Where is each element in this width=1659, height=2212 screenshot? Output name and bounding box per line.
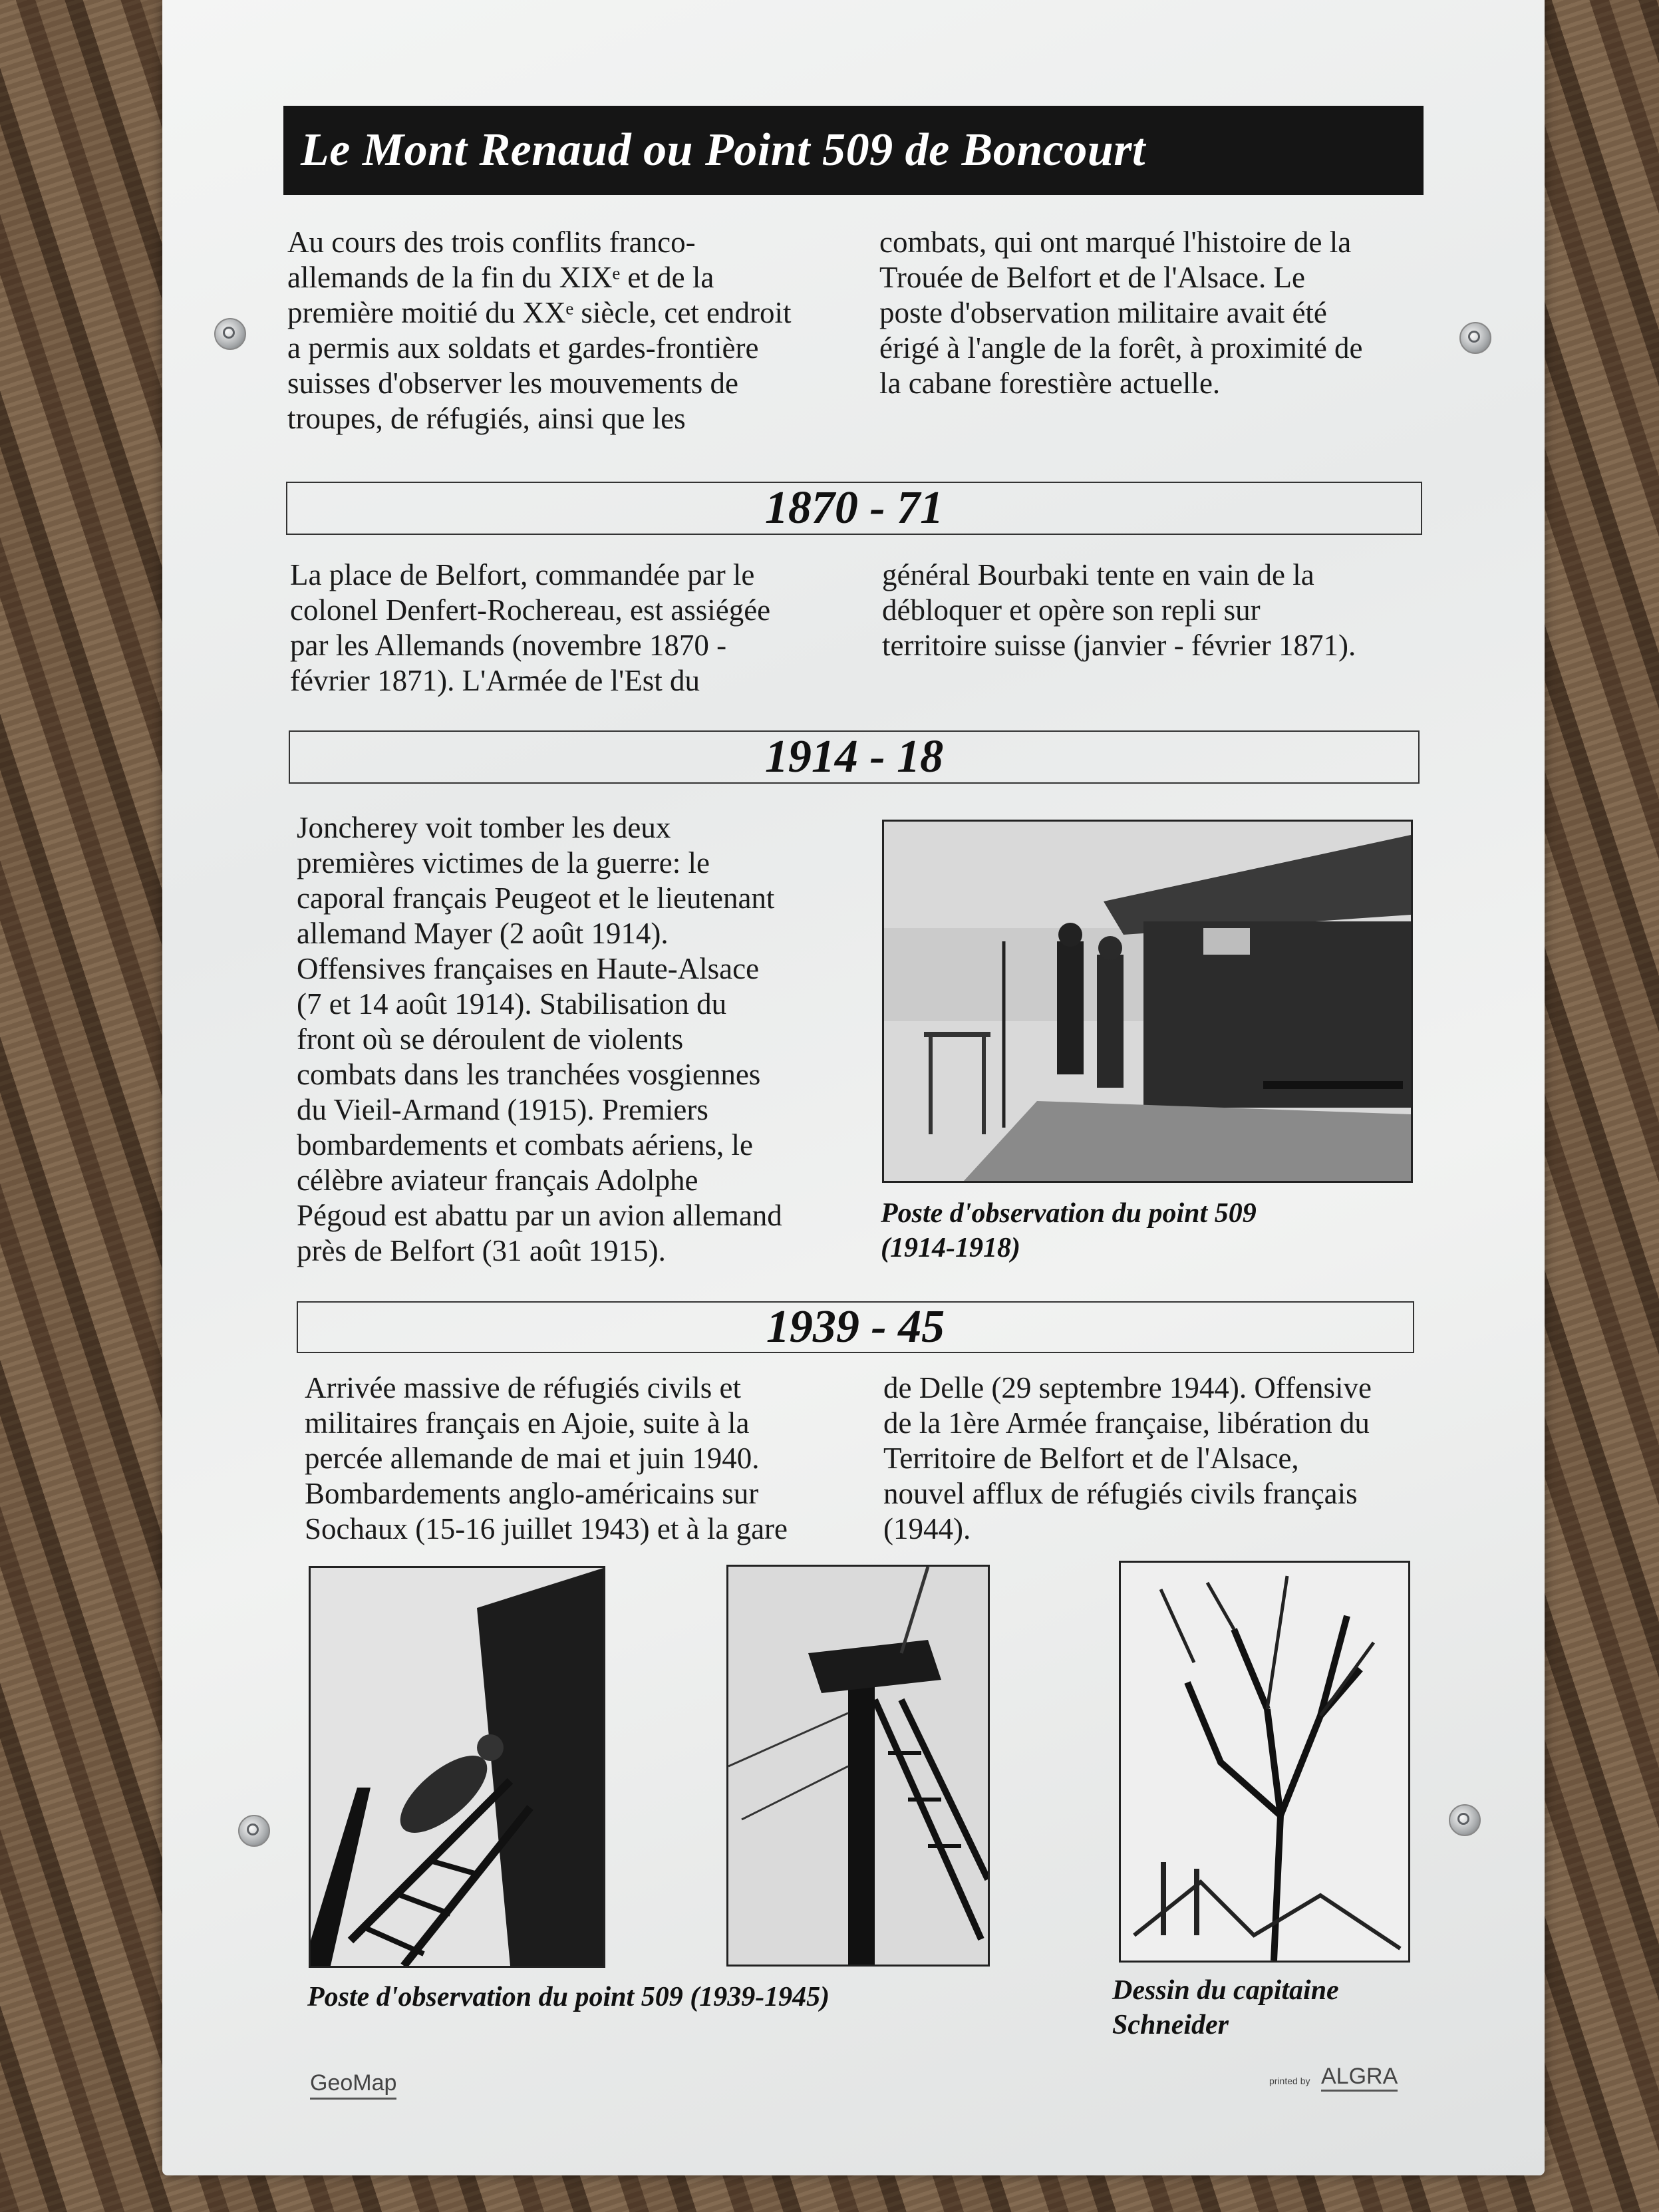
text-line: Bombardements anglo-américains sur xyxy=(305,1477,759,1510)
text-line: célèbre aviateur français Adolphe xyxy=(297,1164,698,1197)
section-heading-1939 xyxy=(297,1301,1414,1353)
caption-line: Poste d'observation du point 509 (1939-1945) xyxy=(307,1982,830,2012)
section-1870-column-1 xyxy=(290,557,849,699)
drawing-caption xyxy=(1112,1973,1418,2042)
section-heading-1914 xyxy=(289,730,1420,784)
photo-ladder-tree xyxy=(726,1565,990,1967)
text-line: débloquer et opère son repli sur xyxy=(882,593,1261,627)
text-line: Pégoud est abattu par un avion allemand xyxy=(297,1199,782,1232)
text-line: front où se déroulent de violents xyxy=(297,1023,684,1056)
intro-line: poste d'observation militaire avait été xyxy=(879,296,1327,329)
drawing-captain-schneider xyxy=(1119,1561,1410,1963)
text-line: nouvel afflux de réfugiés civils français xyxy=(883,1477,1358,1510)
printed-by-text: printed by xyxy=(1269,2076,1310,2086)
intro-line: troupes, de réfugiés, ainsi que les xyxy=(287,402,686,435)
section-heading-text: 1914 - 18 xyxy=(764,731,944,782)
text-line: près de Belfort (31 août 1915). xyxy=(297,1234,666,1267)
text-line: (1944). xyxy=(883,1512,971,1545)
text-line: bombardements et combats aériens, le xyxy=(297,1128,754,1162)
text-line: (7 et 14 août 1914). Stabilisation du xyxy=(297,987,727,1021)
section-1870-column-2 xyxy=(882,557,1441,663)
text-line: Sochaux (15-16 juillet 1943) et à la gare xyxy=(305,1512,788,1545)
text-line: percée allemande de mai et juin 1940. xyxy=(305,1442,760,1475)
photo-caption-1914 xyxy=(881,1196,1413,1265)
algra-logo xyxy=(1321,2064,1398,2092)
section-heading-text: 1939 - 45 xyxy=(766,1301,945,1352)
section-1914-text xyxy=(297,810,849,1269)
printed-by-label xyxy=(1269,2076,1310,2086)
text-line: combats dans les tranchées vosgiennes xyxy=(297,1058,761,1091)
text-line: territoire suisse (janvier - février 1871). xyxy=(882,629,1356,662)
section-heading-1870 xyxy=(286,482,1422,535)
intro-line: combats, qui ont marqué l'histoire de la xyxy=(879,226,1352,259)
screw-icon xyxy=(1449,1804,1481,1836)
text-line: allemand Mayer (2 août 1914). xyxy=(297,917,669,950)
intro-line: la cabane forestière actuelle. xyxy=(879,367,1221,400)
intro-column-1 xyxy=(287,225,846,436)
intro-column-2 xyxy=(879,225,1438,401)
text-line: février 1871). L'Armée de l'Est du xyxy=(290,664,700,697)
tree-ladder-photo-icon xyxy=(728,1567,988,1965)
caption-line: (1914-1918) xyxy=(881,1233,1020,1263)
geomap-logo xyxy=(310,2070,396,2100)
intro-line: première moitié du XXᵉ siècle, cet endroit xyxy=(287,296,792,329)
section-1939-column-2 xyxy=(883,1370,1442,1547)
intro-line: Trouée de Belfort et de l'Alsace. Le xyxy=(879,261,1305,294)
text-line: général Bourbaki tente en vain de la xyxy=(882,558,1314,591)
text-line: Territoire de Belfort et de l'Alsace, xyxy=(883,1442,1299,1475)
geomap-logo-text: GeoMap xyxy=(310,2070,397,2096)
photo-observation-post-1914 xyxy=(882,820,1413,1183)
caption-line: Poste d'observation du point 509 xyxy=(881,1198,1257,1229)
caption-line: Dessin du capitaine xyxy=(1112,1975,1339,2006)
text-line: militaires français en Ajoie, suite à la xyxy=(305,1406,750,1440)
text-line: Offensives françaises en Haute-Alsace xyxy=(297,952,760,985)
photo-ladder-soldier xyxy=(309,1566,605,1968)
intro-line: Au cours des trois conflits franco- xyxy=(287,226,696,259)
screw-icon xyxy=(1459,322,1491,354)
text-line: du Vieil-Armand (1915). Premiers xyxy=(297,1093,708,1126)
photos-caption-1939 xyxy=(307,1980,906,2014)
text-line: de la 1ère Armée française, libération du xyxy=(883,1406,1370,1440)
text-line: La place de Belfort, commandée par le xyxy=(290,558,755,591)
text-line: Arrivée massive de réfugiés civils et xyxy=(305,1371,742,1404)
text-line: par les Allemands (novembre 1870 - xyxy=(290,629,727,662)
text-line: premières victimes de la guerre: le xyxy=(297,846,710,879)
page-title: Le Mont Renaud ou Point 509 de Boncourt xyxy=(301,124,1145,176)
intro-line: a permis aux soldats et gardes-frontière xyxy=(287,331,759,365)
caption-line: Schneider xyxy=(1112,2010,1229,2040)
title-banner xyxy=(283,106,1424,195)
section-heading-text: 1870 - 71 xyxy=(764,482,944,534)
text-line: caporal français Peugeot et le lieutenant xyxy=(297,881,775,915)
algra-logo-text: ALGRA xyxy=(1321,2064,1398,2089)
screw-icon xyxy=(214,318,246,350)
section-1939-column-1 xyxy=(305,1370,857,1547)
hut-photo-icon xyxy=(884,822,1411,1181)
intro-line: érigé à l'angle de la forêt, à proximité de xyxy=(879,331,1363,365)
screw-icon xyxy=(238,1815,270,1847)
ladder-photo-icon xyxy=(311,1568,603,1966)
intro-line: suisses d'observer les mouvements de xyxy=(287,367,738,400)
text-line: Joncherey voit tomber les deux xyxy=(297,811,671,844)
text-line: de Delle (29 septembre 1944). Offensive xyxy=(883,1371,1372,1404)
tree-drawing-icon xyxy=(1121,1563,1408,1961)
text-line: colonel Denfert-Rochereau, est assiégée xyxy=(290,593,771,627)
intro-line: allemands de la fin du XIXᵉ et de la xyxy=(287,261,714,294)
